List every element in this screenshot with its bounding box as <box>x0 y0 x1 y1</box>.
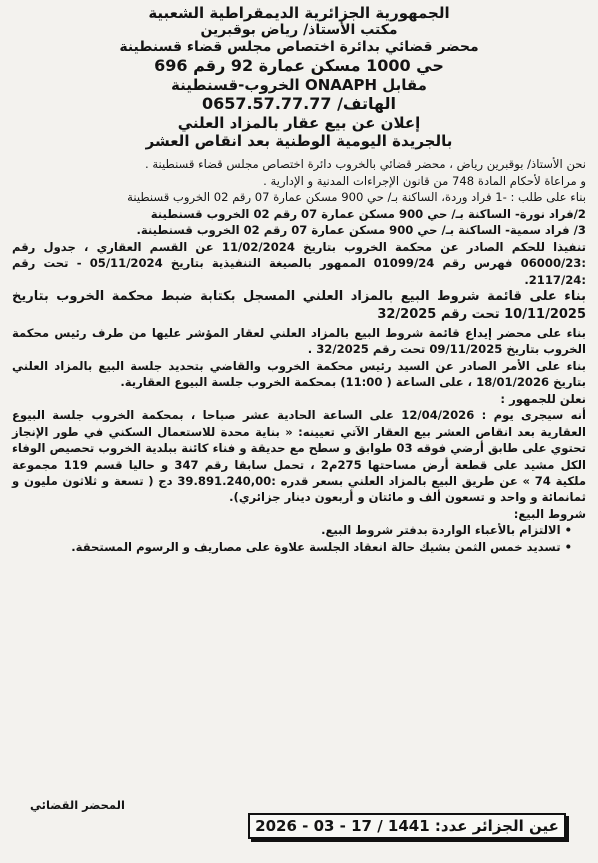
paragraph-intro: نحن الأستاذ/ بوقبرين رياض ، محضر قضائي بالخروب دائرة اختصاص مجلس قضاء قسنطينة . <box>144 157 586 172</box>
office-address-landmark: مقابل ONAAPH الخروب-قسنطينة <box>171 75 427 94</box>
republic-title: الجمهورية الجزائرية الديمقراطية الشعبية <box>148 4 450 22</box>
paragraph-applicant-2: 2/فراد نورة- الساكنة بـ/ حي 900 مسكن عمارة 07 رقم 02 الخروب قسنطينة <box>150 206 586 221</box>
notice-subtitle: بالجريدة اليومية الوطنية بعد انقاص العشر <box>145 132 453 151</box>
paragraph-applicant-3: 3/ فراد سمية- الساكنة بـ/ حي 900 مسكن عمارة 07 رقم 02 الخروب قسنطينة. <box>136 223 586 238</box>
office-address: حي 1000 مسكن عمارة 92 رقم 696 <box>154 56 444 76</box>
conditions-title: شروط البيع: <box>513 506 586 521</box>
paragraph-applicant-1: بناء على طلب : -1 فراد وردة، الساكنة بـ/ حي 900 مسكن عمارة 07 رقم 02 الخروب قسنطينة <box>127 190 586 205</box>
paragraph-sale-details: أنه سيجرى يوم : 12/04/2026 على الساعة الحادية عشر صباحا ، بمحكمة الخروب جلسة البيوع العقارية بعد انقاص العشر بيع العقار الآتي تعيينه: « بناية محدة للاستعمال السكني في طور الإنجاز تحتوي على طابق أرضي فوقه 03 طوابق و سطح مع حديقة و فناء كائنة ببلدية الخروب تحصيص الوفاء الكل مشيد على قطعة أرض مساحتها 275م2 ، تحمل سابقا رقم 347 و حاليا قسم 119 مجموعة ملكية 74 » عن طريق البيع بالمزاد العلني بسعر قدره :39.891.240,00 دج ( تسعة و ثلاثون مليون و ثمانمائة و واحد و تسعون ألف و مائتان و أربعون دينار جزائري). <box>12 408 587 505</box>
office-phone: الهاتف/ 0657.57.77.77 <box>201 94 397 114</box>
condition-item: • الالتزام بالأعباء الواردة بدفتر شروط البيع. <box>12 522 572 538</box>
paragraph-announcement: نعلن للجمهور : <box>500 391 586 406</box>
office-name: مكتب الأستاذ/ رياض بوقبرين <box>200 22 398 39</box>
notice-header <box>12 4 586 150</box>
paragraph-conditions-list: بناء على قائمة شروط البيع بالمزاد العلني المسجل بكتابة ضبط محكمة الخروب بتاريخ 10/11/2025 تحت رقم 32/2025 <box>12 289 586 323</box>
notice-body <box>12 156 586 555</box>
publication-reference: عين الجزائر عدد: 1441 / 17 - 03 - 2026 <box>248 813 566 839</box>
bailiff-signature: المحضر القضائي <box>30 798 125 812</box>
paragraph-legal-basis: و مراعاة لأحكام المادة 748 من قانون الإجراءات المدنية و الإدارية . <box>263 173 586 188</box>
paragraph-deposit-record: بناء على محضر إيداع قائمة شروط البيع بالمزاد العلني لعقار المؤشر عليها من طرف رئيس محكمة الخروب بتاريخ 09/11/2025 تحت رقم 32/2025 . <box>12 325 586 357</box>
condition-item: • تسديد خمس الثمن بشيك حالة انعقاد الجلسة علاوة على مصاريف و الرسوم المستحقة. <box>12 539 572 555</box>
conditions-list <box>12 522 586 555</box>
bailiff-jurisdiction: محضر قضائي بدائرة اختصاص مجلس قضاء قسنطينة <box>119 39 479 56</box>
notice-title: إعلان عن بيع عقار بالمزاد العلني <box>177 113 421 132</box>
paragraph-judgment: تنفيذا للحكم الصادر عن محكمة الخروب بتاريخ 11/02/2024 عن القسم العقاري ، جدول رقم :06000/23 فهرس رقم 01099/24 الممهور بالصيغة التنفيذية بتاريخ 05/11/2024 - تحت رقم :2117/24. <box>12 239 587 287</box>
paragraph-court-order: بناء على الأمر الصادر عن السيد رئيس محكمة الخروب والقاضي بتحديد جلسة البيع بالمزاد العلني بتاريخ 18/01/2026 ، على الساعة ( 11:00) بمحكمة الخروب جلسة البيوع العقارية. <box>12 358 586 390</box>
